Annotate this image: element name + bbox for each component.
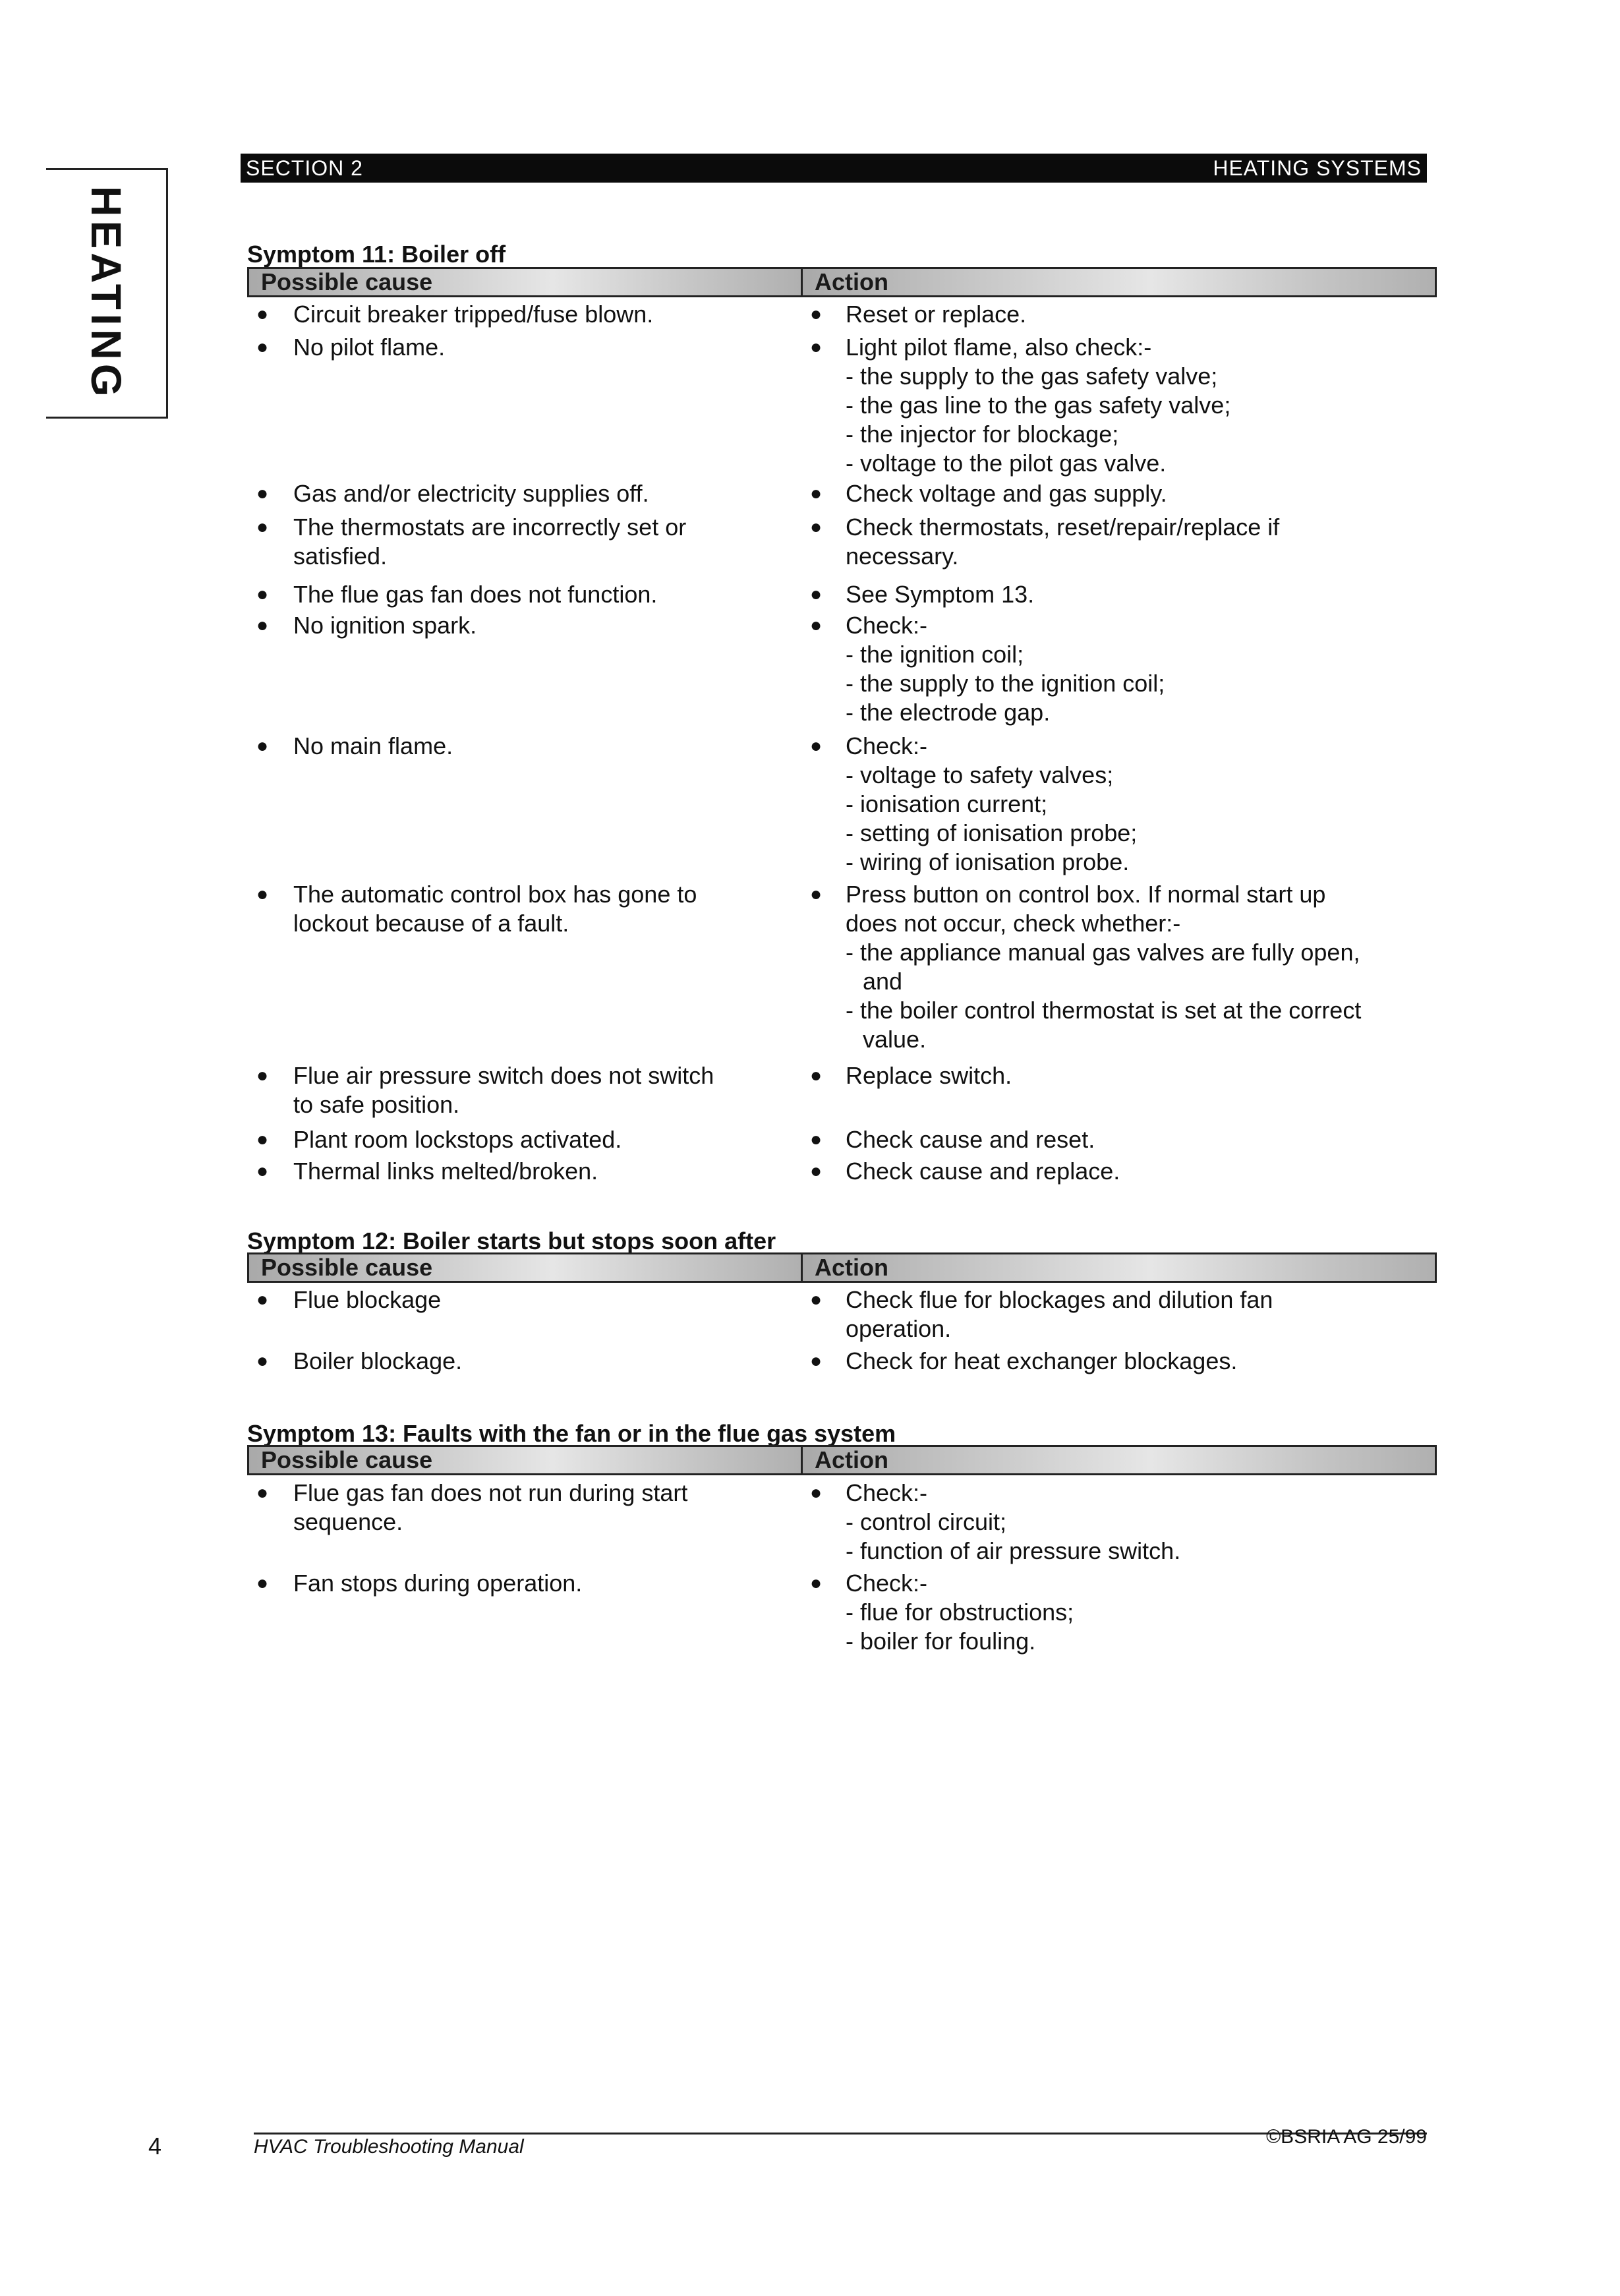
action-line: Check:-: [846, 1570, 928, 1597]
action: [801, 732, 1437, 877]
cause-line: Gas and/or electricity supplies off.: [293, 480, 649, 507]
bullet-icon: ●: [810, 1065, 823, 1086]
cause-line: The thermostats are incorrectly set or: [293, 514, 687, 541]
bullet-icon: ●: [810, 1572, 823, 1594]
possible-cause: [247, 580, 768, 609]
sub-check-item: - the ignition coil;: [846, 641, 1024, 668]
action-line: Check:-: [846, 612, 928, 639]
action-line: Reset or replace.: [846, 301, 1027, 328]
footer-rule: [254, 2133, 1427, 2134]
footer-copyright: ©BSRIA AG 25/99: [1266, 2126, 1427, 2148]
cause-line: Plant room lockstops activated.: [293, 1126, 622, 1153]
sub-check-item: - the appliance manual gas valves are fully open,: [846, 939, 1360, 966]
action-line: Replace switch.: [846, 1062, 1012, 1089]
bullet-icon: ●: [810, 516, 823, 538]
action-line: Check:-: [846, 1479, 928, 1506]
action-line: Check voltage and gas supply.: [846, 480, 1167, 507]
possible-cause: [247, 1347, 768, 1376]
action: [801, 1157, 1437, 1186]
action-line: does not occur, check whether:-: [846, 910, 1181, 937]
header-action: Action: [803, 1254, 1435, 1281]
action-line: operation.: [846, 1315, 952, 1342]
section-header-bar: [241, 154, 1427, 183]
sub-check-item: and: [863, 968, 903, 995]
possible-cause: [247, 1479, 768, 1537]
section-title: HEATING SYSTEMS: [1213, 156, 1422, 180]
action-line: Light pilot flame, also check:-: [846, 334, 1152, 361]
action-line: Check for heat exchanger blockages.: [846, 1347, 1238, 1374]
cause-line: No ignition spark.: [293, 612, 477, 639]
bullet-icon: ●: [256, 1065, 269, 1086]
table-header: [247, 1445, 1437, 1475]
table-header: [247, 267, 1437, 297]
symptom-title: Symptom 13: Faults with the fan or in the flue gas system: [247, 1420, 896, 1447]
bullet-icon: ●: [810, 883, 823, 905]
bullet-icon: ●: [256, 1160, 269, 1182]
sub-check-item: - function of air pressure switch.: [846, 1537, 1181, 1564]
action: [801, 1347, 1437, 1376]
action-line: Press button on control box. If normal start up: [846, 881, 1326, 908]
side-tab: [46, 168, 168, 419]
bullet-icon: ●: [256, 1129, 269, 1150]
bullet-icon: ●: [256, 1289, 269, 1310]
bullet-icon: ●: [810, 614, 823, 636]
possible-cause: [247, 732, 768, 761]
bullet-icon: ●: [256, 336, 269, 358]
header-possible-cause: Possible cause: [249, 1447, 803, 1473]
bullet-icon: ●: [810, 1129, 823, 1150]
action-line: Check cause and reset.: [846, 1126, 1095, 1153]
action: [801, 1285, 1437, 1343]
sub-check-item: - voltage to the pilot gas valve.: [846, 450, 1167, 477]
bullet-icon: ●: [256, 1350, 269, 1372]
action: [801, 479, 1437, 508]
cause-line: Circuit breaker tripped/fuse blown.: [293, 301, 654, 328]
action: [801, 1479, 1437, 1566]
sub-check-item: - the injector for blockage;: [846, 421, 1119, 448]
possible-cause: [247, 1157, 768, 1186]
action: [801, 333, 1437, 478]
sub-check-item: - voltage to safety valves;: [846, 761, 1114, 788]
sub-check-item: - wiring of ionisation probe.: [846, 848, 1130, 875]
sub-check-item: - the supply to the gas safety valve;: [846, 363, 1218, 390]
cause-line: satisfied.: [293, 543, 388, 570]
bullet-icon: ●: [256, 735, 269, 757]
cause-line: Flue blockage: [293, 1286, 442, 1313]
action: [801, 611, 1437, 727]
action-line: Check flue for blockages and dilution fan: [846, 1286, 1273, 1313]
possible-cause: [247, 611, 768, 640]
bullet-icon: ●: [810, 735, 823, 757]
sub-check-item: value.: [863, 1026, 927, 1053]
possible-cause: [247, 333, 768, 362]
cause-line: No main flame.: [293, 732, 453, 759]
sub-check-item: - the electrode gap.: [846, 699, 1051, 726]
action: [801, 513, 1437, 571]
cause-line: sequence.: [293, 1508, 403, 1535]
sub-check-item: - boiler for fouling.: [846, 1628, 1036, 1655]
symptom-title: Symptom 12: Boiler starts but stops soon after: [247, 1227, 776, 1254]
cause-line: The flue gas fan does not function.: [293, 581, 658, 608]
cause-line: to safe position.: [293, 1091, 460, 1118]
bullet-icon: ●: [810, 1160, 823, 1182]
possible-cause: [247, 513, 768, 571]
table-header: [247, 1252, 1437, 1283]
cause-line: Fan stops during operation.: [293, 1570, 583, 1597]
cause-line: Flue air pressure switch does not switch: [293, 1062, 714, 1089]
bullet-icon: ●: [810, 583, 823, 605]
action-line: necessary.: [846, 543, 959, 570]
header-action: Action: [803, 1447, 1435, 1473]
section-label: SECTION 2: [246, 156, 363, 180]
cause-line: Thermal links melted/broken.: [293, 1158, 598, 1185]
cause-line: Flue gas fan does not run during start: [293, 1479, 688, 1506]
action: [801, 300, 1437, 329]
action: [801, 880, 1437, 1054]
sub-check-item: - the gas line to the gas safety valve;: [846, 392, 1231, 419]
possible-cause: [247, 300, 768, 329]
header-action: Action: [803, 269, 1435, 295]
bullet-icon: ●: [256, 1572, 269, 1594]
bullet-icon: ●: [256, 614, 269, 636]
header-possible-cause: Possible cause: [249, 1254, 803, 1281]
sub-check-item: - ionisation current;: [846, 790, 1048, 817]
action-line: See Symptom 13.: [846, 581, 1035, 608]
sub-check-item: - the boiler control thermostat is set at the correct: [846, 997, 1362, 1024]
cause-line: No pilot flame.: [293, 334, 446, 361]
bullet-icon: ●: [810, 303, 823, 325]
possible-cause: [247, 479, 768, 508]
sub-check-item: - flue for obstructions;: [846, 1599, 1074, 1626]
bullet-icon: ●: [810, 336, 823, 358]
action: [801, 1125, 1437, 1154]
bullet-icon: ●: [256, 516, 269, 538]
possible-cause: [247, 1285, 768, 1314]
cause-line: lockout because of a fault.: [293, 910, 569, 937]
bullet-icon: ●: [810, 1350, 823, 1372]
footer-title: HVAC Troubleshooting Manual: [254, 2136, 524, 2158]
side-tab-label: HEATING: [82, 186, 130, 401]
bullet-icon: ●: [256, 303, 269, 325]
cause-line: The automatic control box has gone to: [293, 881, 697, 908]
sub-check-item: - setting of ionisation probe;: [846, 819, 1138, 846]
possible-cause: [247, 1125, 768, 1154]
bullet-icon: ●: [256, 1482, 269, 1504]
action: [801, 1569, 1437, 1656]
bullet-icon: ●: [810, 1289, 823, 1310]
bullet-icon: ●: [810, 483, 823, 504]
bullet-icon: ●: [256, 583, 269, 605]
header-possible-cause: Possible cause: [249, 269, 803, 295]
action-line: Check thermostats, reset/repair/replace if: [846, 514, 1280, 541]
bullet-icon: ●: [810, 1482, 823, 1504]
sub-check-item: - control circuit;: [846, 1508, 1007, 1535]
cause-line: Boiler blockage.: [293, 1347, 463, 1374]
action: [801, 1061, 1437, 1090]
possible-cause: [247, 1061, 768, 1119]
sub-check-item: - the supply to the ignition coil;: [846, 670, 1165, 697]
action-line: Check cause and replace.: [846, 1158, 1120, 1185]
possible-cause: [247, 1569, 768, 1598]
possible-cause: [247, 880, 768, 938]
action: [801, 580, 1437, 609]
symptom-title: Symptom 11: Boiler off: [247, 241, 506, 268]
bullet-icon: ●: [256, 483, 269, 504]
action-line: Check:-: [846, 732, 928, 759]
bullet-icon: ●: [256, 883, 269, 905]
page-number: 4: [148, 2133, 162, 2160]
